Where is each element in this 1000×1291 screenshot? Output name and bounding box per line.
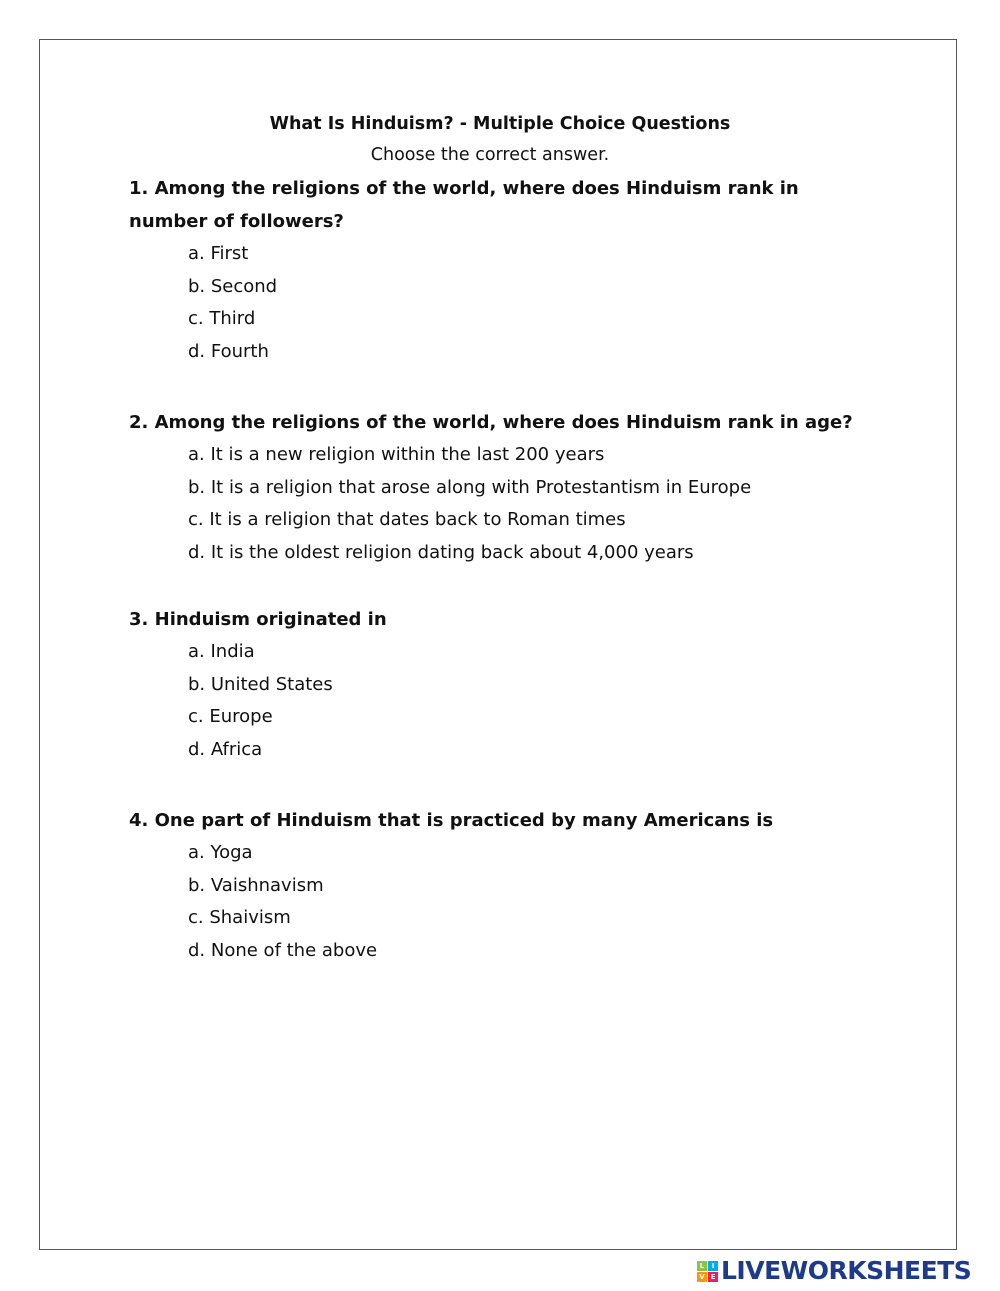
logo-blocks-icon	[697, 1261, 718, 1282]
option-3d: d. Africa	[188, 739, 263, 761]
question-3: 3. Hinduism originated in	[129, 609, 387, 630]
logo-block-i: I	[708, 1261, 718, 1271]
question-1-options	[188, 238, 277, 369]
worksheet-instructions: Choose the correct answer.	[370, 145, 610, 165]
option-1c: c. Third	[188, 308, 256, 330]
option-1b: b. Second	[188, 275, 278, 297]
option-2a: a. It is a new religion within the last 200 years	[188, 444, 605, 465]
option-4b: b. Vaishnavism	[188, 874, 324, 896]
logo-block-v: V	[697, 1272, 707, 1282]
option-2d: d. It is the oldest religion dating back about 4,000 years	[188, 542, 694, 564]
logo-block-l: L	[697, 1261, 707, 1271]
option-4a: a. Yoga	[188, 842, 253, 863]
option-4c: c. Shaivism	[188, 907, 291, 929]
question-4-options	[188, 837, 377, 968]
option-3c: c. Europe	[188, 706, 273, 728]
question-2-options	[188, 439, 751, 570]
option-1d: d. Fourth	[188, 341, 269, 363]
question-1: 1. Among the religions of the world, where does Hinduism rank in number of followers?	[129, 178, 799, 232]
logo-text: LIVEWORKSHEETS	[721, 1256, 972, 1285]
liveworksheets-logo	[697, 1257, 971, 1285]
option-4d: d. None of the above	[188, 940, 378, 962]
option-2c: c. It is a religion that dates back to Roman times	[188, 509, 626, 531]
logo-block-e: E	[708, 1272, 718, 1282]
option-2b: b. It is a religion that arose along with Protestantism in Europe	[188, 476, 752, 498]
option-3a: a. India	[188, 641, 255, 662]
question-4: 4. One part of Hinduism that is practiced by many Americans is	[129, 810, 774, 831]
question-3-options	[188, 636, 333, 767]
option-3b: b. United States	[188, 673, 333, 695]
option-1a: a. First	[188, 243, 249, 264]
worksheet-title: What Is Hinduism? - Multiple Choice Questions	[269, 114, 731, 134]
question-2: 2. Among the religions of the world, where does Hinduism rank in age?	[129, 412, 853, 433]
